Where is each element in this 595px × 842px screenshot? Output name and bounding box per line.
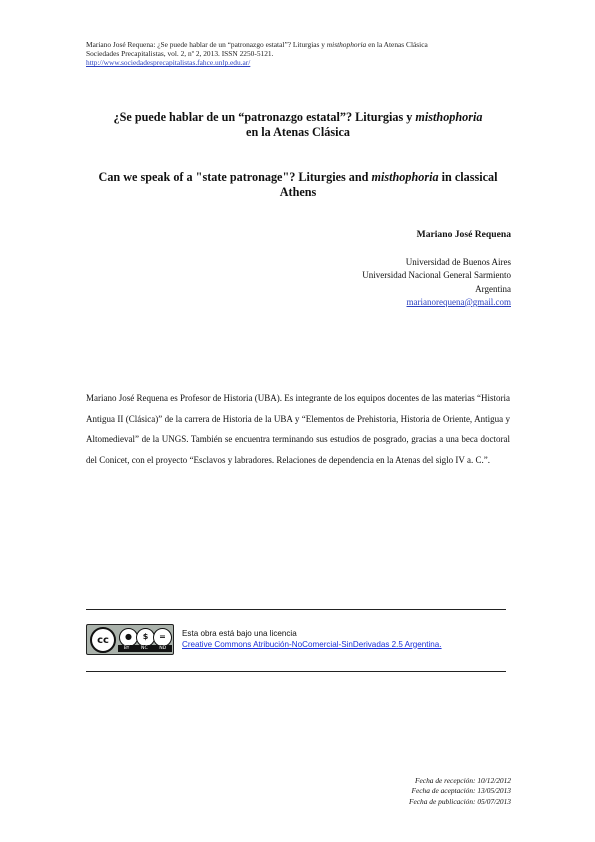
header-citation: Mariano José Requena: ¿Se puede hablar de un “patronazgo estatal”? Liturgias y misthophoria en la Atenas Clásica [86,40,428,49]
attribution-icon: ● [119,628,138,647]
reception-date: Fecha de recepción: 10/12/2012 [415,776,511,785]
author-name: Mariano José Requena [416,229,511,240]
author-affiliation [362,256,511,309]
cc-license-badge[interactable] [86,624,174,655]
noderivatives-icon: = [153,628,172,647]
affiliation-ungs: Universidad Nacional General Sarmiento [362,270,511,281]
noncommercial-icon: $ [136,628,155,647]
license-text: Esta obra está bajo una licencia [182,629,297,638]
publication-date: Fecha de publicación: 05/07/2013 [408,796,511,806]
license-link[interactable]: Creative Commons Atribución-NoComercial-SinDerivadas 2.5 Argentina. [182,639,442,649]
author-bio: Mariano José Requena es Profesor de Historia (UBA). Es integrante de los equipos docentes de las materias “Historia Antigua II (Clásica)” de la carrera de Historia de la UBA y “Elementos de Prehistoria, Historia de Oriente, Antigua y Altomedieval” de la UNGS. También se encuentra terminando sus estudios de posgrado, gracias a una beca doctoral del Conicet, con el proyecto “Esclavos y labradores. Relaciones de dependencia en la Atenas del siglo IV a. C.”. [86,393,510,465]
title-english: Can we speak of a "state patronage"? Liturgies and misthophoria in classical Athens [98,170,498,199]
title-spanish: ¿Se puede hablar de un “patronazgo estatal”? Liturgias y misthophoria en la Atenas Clásica [113,110,483,139]
cc-badge-labels: BY NC ND [118,645,172,652]
cc-icon: cc [90,627,116,653]
journal-url-link[interactable]: http://www.sociedadesprecapitalistas.fahce.unlp.edu.ar/ [86,58,251,68]
running-header [86,40,516,68]
license-divider-top [86,609,506,610]
affiliation-uba: Universidad de Buenos Aires [405,257,511,267]
acceptance-date: Fecha de aceptación: 13/05/2013 [411,786,511,796]
header-journal: Sociedades Precapitalistas, vol. 2, nº 2, 2013. ISSN 2250-5121. [86,49,274,59]
license-divider-bottom [86,671,506,672]
license-notice [182,629,442,650]
affiliation-country: Argentina [475,283,511,294]
author-email-link[interactable]: marianorequena@gmail.com [406,296,511,307]
publication-dates [409,776,511,807]
